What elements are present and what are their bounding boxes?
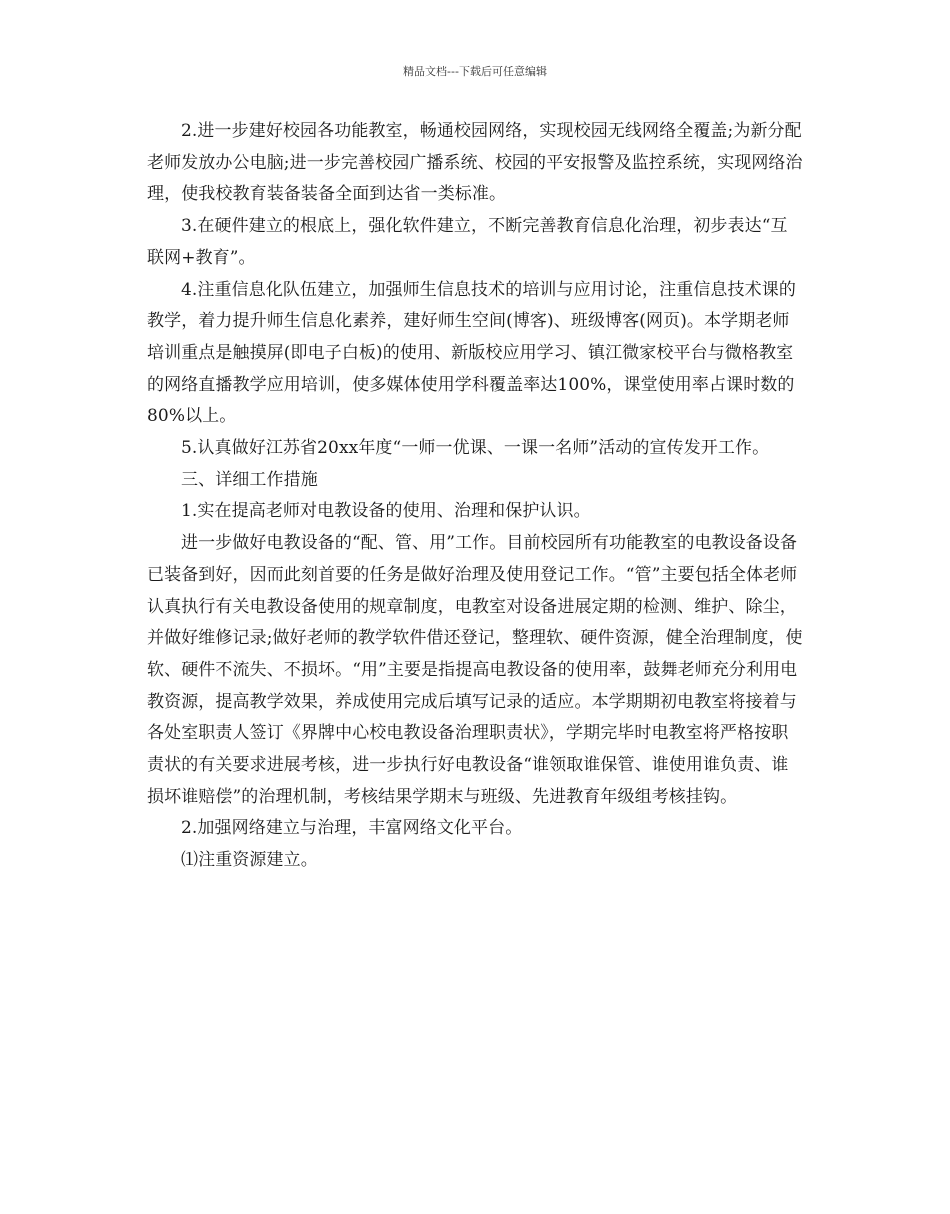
paragraph-item-4: 4.注重信息化队伍建立，加强师生信息技术的培训与应用讨论，注重信息技术课的教学，着力提升师生信息化素养，建好师生空间(博客)、班级博客(网页)。本学期老师培训重点是触摸屏(即电子白板)的使用、新版校应用学习、镇江微家校平台与微格教室的网络直播教学应用培训，使多媒体使用学科覆盖率达100%，课堂使用率占课时数的80%以上。 xyxy=(147,279,796,427)
section-heading: 三、详细工作措施 xyxy=(181,469,318,490)
paragraph-item-5: 5.认真做好江苏省20xx年度“一师一优课、一课一名师”活动的宣传发开工作。 xyxy=(181,438,770,459)
paragraph-item-2: 2.进一步建好校园各功能教室，畅通校园网络，实现校园无线网络全覆盖;为新分配老师发放办公电脑;进一步完善校园广播系统、校园的平安报警及监控系统，实现网络治理，使我校教育装备装备全面到达省一类标准。 xyxy=(147,121,803,205)
measure-1-body: 进一步做好电教设备的“配、管、用”工作。目前校园所有功能教室的电教设备设备已装备到好，因而此刻首要的任务是做好治理及使用登记工作。“管”主要包括全体老师认真执行有关电教设备使用的规章制度，电教室对设备进展定期的检测、维护、除尘，并做好维修记录;做好老师的教学软件借还登记，整理软、硬件资源，健全治理制度，使软、硬件不流失、不损坏。“用”主要是指提高电教设备的使用率，鼓舞老师充分利用电教资源，提高教学效果，养成使用完成后填写记录的适应。本学期期初电教室将接着与各处室职责人签订《界牌中心校电教设备治理职责状》，学期完毕时电教室将严格按职责状的有关要求进展考核，进一步执行好电教设备“谁领取谁保管、谁使用谁负责、谁损坏谁赔偿”的治理机制，考核结果学期末与班级、先进教育年级组考核挂钩。 xyxy=(147,533,803,807)
measure-2-heading: 2.加强网络建立与治理，丰富网络文化平台。 xyxy=(181,818,523,839)
sub-item-1: ⑴注重资源建立。 xyxy=(181,850,318,871)
document-body xyxy=(147,116,803,877)
measure-1-heading: 1.实在提高老师对电教设备的使用、治理和保护认识。 xyxy=(181,501,591,522)
page-header: 精品文档---下载后可任意编辑 xyxy=(403,65,547,78)
paragraph-item-3: 3.在硬件建立的根底上，强化软件建立，不断完善教育信息化治理，初步表达“互联网+教育”。 xyxy=(147,216,788,268)
